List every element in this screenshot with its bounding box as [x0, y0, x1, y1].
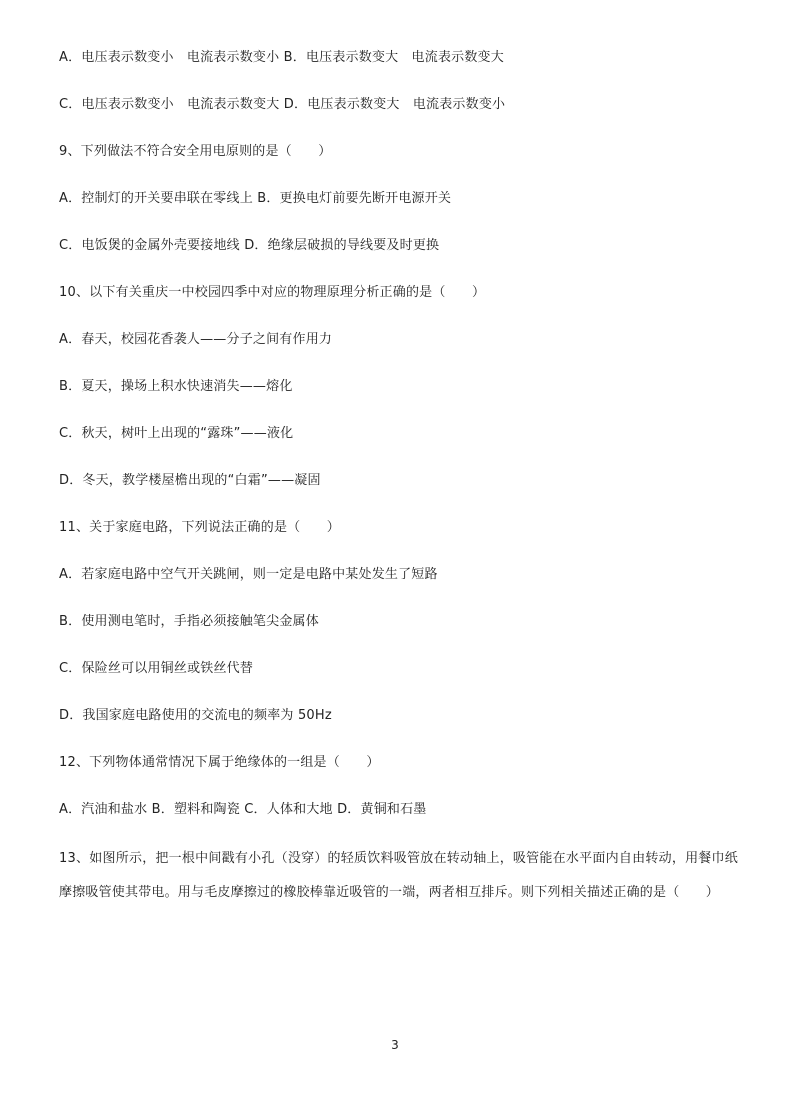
question-10: 10、以下有关重庆一中校园四季中对应的物理原理分析正确的是（ ）: [59, 285, 486, 300]
question-11: 11、关于家庭电路，下列说法正确的是（ ）: [59, 520, 340, 535]
option-q11-b: B．使用测电笔时，手指必须接触笔尖金属体: [59, 614, 319, 629]
option-q10-b: B．夏天，操场上积水快速消失——熔化: [59, 379, 293, 394]
option-q10-c: C．秋天，树叶上出现的“露珠”——液化: [59, 426, 294, 441]
option-q11-d: D．我国家庭电路使用的交流电的频率为 50Hz: [59, 708, 332, 723]
option-q11-c: C．保险丝可以用铜丝或铁丝代替: [59, 661, 254, 676]
option-line-q8-cd: C．电压表示数变小 电流表示数变大 D．电压表示数变大 电流表示数变小: [59, 97, 506, 112]
option-line-q9-ab: A．控制灯的开关要串联在零线上 B．更换电灯前要先断开电源开关: [59, 191, 452, 206]
option-q10-a: A．春天，校园花香袭人——分子之间有作用力: [59, 332, 333, 347]
question-12: 12、下列物体通常情况下属于绝缘体的一组是（ ）: [59, 755, 380, 770]
option-q10-d: D．冬天，教学楼屋檐出现的“白霜”——凝固: [59, 473, 321, 488]
page-number: 3: [391, 1038, 399, 1052]
option-line-q12: A．汽油和盐水 B．塑料和陶瓷 C．人体和大地 D．黄铜和石墨: [59, 802, 427, 817]
option-q11-a: A．若家庭电路中空气开关跳闸，则一定是电路中某处发生了短路: [59, 567, 438, 582]
option-line-q9-cd: C．电饭煲的金属外壳要接地线 D．绝缘层破损的导线要及时更换: [59, 238, 440, 253]
question-13: 13、如图所示，把一根中间戳有小孔（没穿）的轻质饮料吸管放在转动轴上，吸管能在水平面内自由转动，用餐巾纸摩擦吸管使其带电。用与毛皮摩擦过的橡胶棒靠近吸管的一端，两者相互排斥。则下列相关描述正确的是（ ）: [59, 851, 738, 900]
question-9: 9、下列做法不符合安全用电原则的是（ ）: [59, 144, 332, 159]
option-line-q8-ab: A．电压表示数变小 电流表示数变小 B．电压表示数变大 电流表示数变大: [59, 50, 504, 65]
